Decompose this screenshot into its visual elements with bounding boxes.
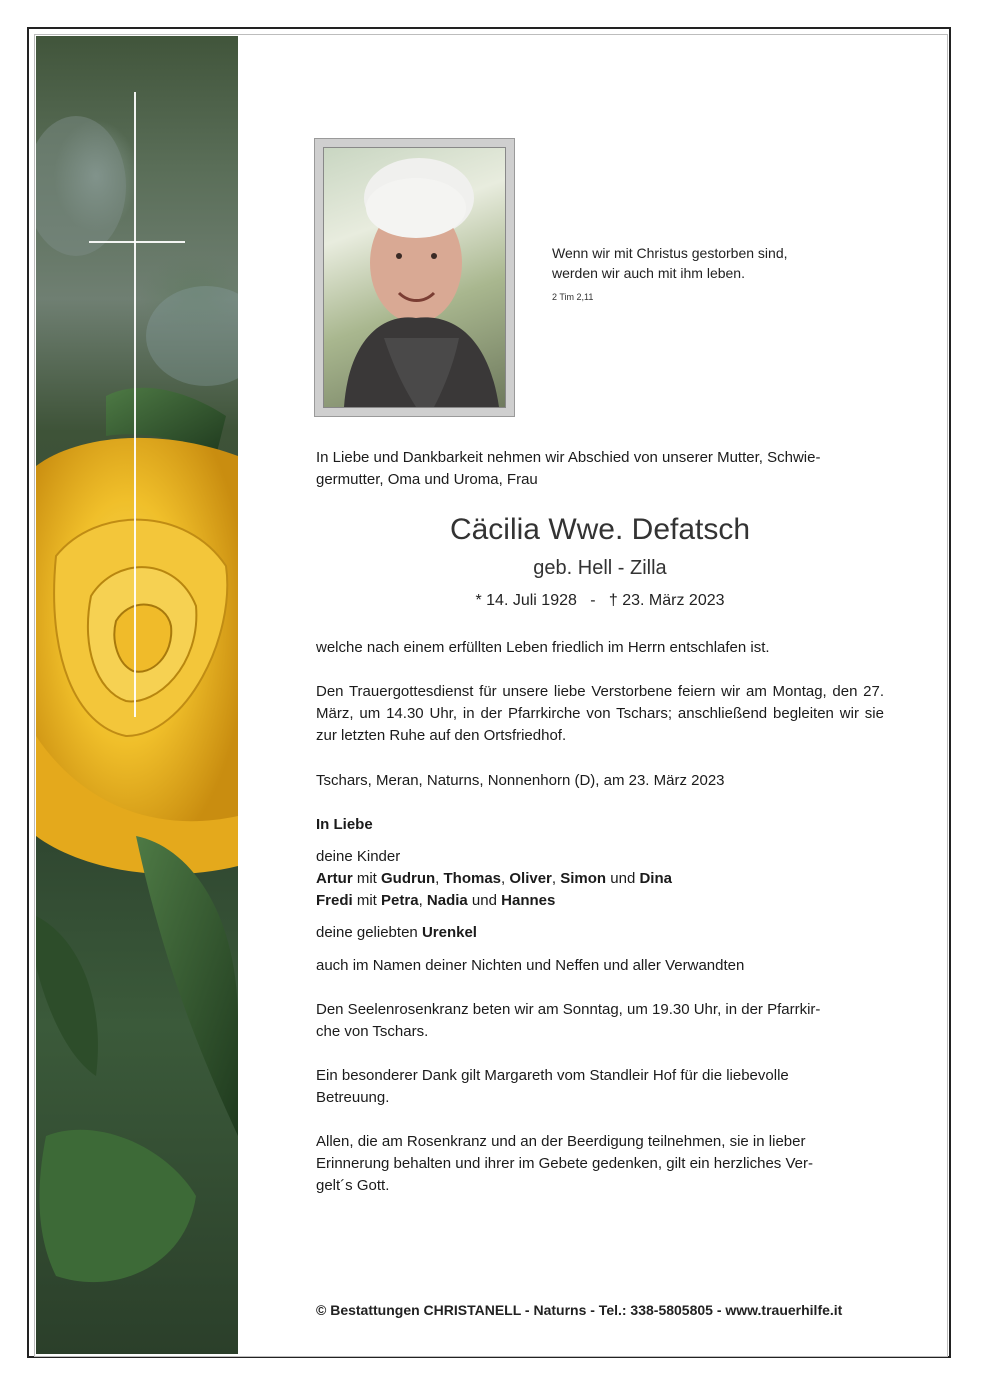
verse-line-1: Wenn wir mit Christus gestorben sind, (552, 245, 788, 261)
rosary-paragraph: Den Seelenrosenkranz beten wir am Sonntag, um 19.30 Uhr, in der Pfarrkir- che von Tschars. (316, 1001, 821, 1040)
paragraph-funeral: Den Trauergottesdienst für unsere liebe Verstorbene feiern wir am Montag, den 27. März, um 14.30 Uhr, in der Pfarrkirche von Tschars; anschließend begleiten wir sie zur letzten Ruhe auf den Ortsfriedhof. (316, 683, 884, 744)
verse-line-2: werden wir auch mit ihm leben. (552, 265, 745, 281)
rose-side-panel (36, 36, 238, 1354)
cross-vertical (134, 92, 136, 717)
closing-paragraph: Allen, die am Rosenkranz und an der Beerdigung teilnehmen, sie in lieber Erinnerung behalten und ihrer im Gebete gedenken, gilt ein herzliches Ver- gelt´s Gott. (316, 1133, 813, 1194)
thanks-paragraph: Ein besonderer Dank gilt Margareth vom Standleir Hof für die liebevolle Betreuung. (316, 1067, 789, 1106)
cross-horizontal (89, 241, 185, 243)
paragraph-passed: welche nach einem erfüllten Leben friedlich im Herrn entschlafen ist. (316, 639, 770, 656)
relatives-line: auch im Namen deiner Nichten und Neffen und aller Verwandten (316, 957, 745, 974)
life-dates: * 14. Juli 1928 - † 23. März 2023 (475, 592, 725, 609)
intro-line-1: In Liebe und Dankbarkeit nehmen wir Abschied von unserer Mutter, Schwie- (316, 449, 821, 466)
portrait-frame (314, 138, 515, 417)
kinder-label: deine Kinder (316, 848, 401, 865)
yellow-rose-image (36, 36, 238, 1354)
mourners-heading: In Liebe (316, 816, 373, 833)
great-grandchildren-line: deine geliebten Urenkel (316, 924, 477, 941)
bible-verse (552, 243, 788, 283)
paragraph-places-date: Tschars, Meran, Naturns, Nonnenhorn (D), am 23. März 2023 (316, 772, 725, 789)
footer-credit: © Bestattungen CHRISTANELL - Naturns - Tel.: 338-5805805 - www.trauerhilfe.it (316, 1302, 843, 1318)
verse-reference: 2 Tim 2,11 (552, 292, 594, 302)
deceased-name: Cäcilia Wwe. Defatsch (449, 513, 751, 546)
children-row-2: Fredi mit Petra, Nadia und Hannes (316, 892, 556, 909)
intro-line-2: germutter, Oma und Uroma, Frau (316, 471, 538, 488)
children-row-1: Artur mit Gudrun, Thomas, Oliver, Simon und Dina (316, 870, 672, 887)
maiden-name: geb. Hell - Zilla (533, 557, 667, 579)
portrait-photo (323, 147, 506, 408)
intro-text (316, 447, 884, 491)
